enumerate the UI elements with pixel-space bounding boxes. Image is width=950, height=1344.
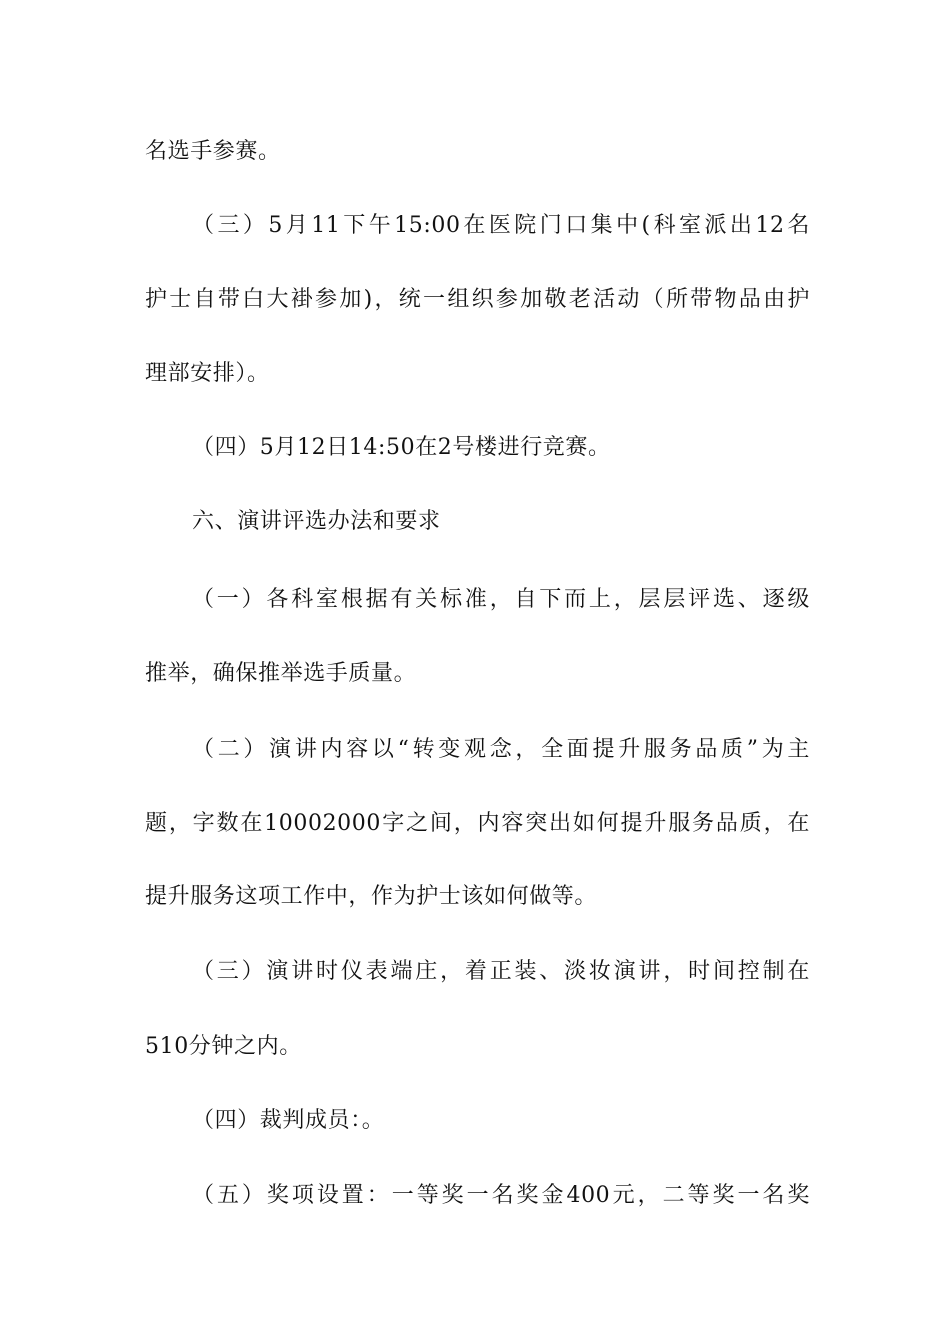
text-line-10: 题，字数在10002000字之间，内容突出如何提升服务品质，在	[145, 811, 810, 836]
text-line-4: 理部安排）。	[145, 361, 270, 386]
text-line-8: 推举，确保推举选手质量。	[145, 661, 417, 686]
section-heading: 六、演讲评选办法和要求	[192, 509, 441, 534]
text-line-5: （四）5月12日14:50在2号楼进行竞赛。	[192, 435, 611, 460]
text-line-9: （二）演讲内容以“转变观念，全面提升服务品质”为主	[192, 737, 810, 762]
text-line-12: （三）演讲时仪表端庄，着正装、淡妆演讲，时间控制在	[192, 959, 810, 984]
text-line-14: （四）裁判成员：。	[192, 1108, 385, 1133]
text-line-3: 护士自带白大褂参加)，统一组织参加敬老活动（所带物品由护	[145, 287, 810, 312]
text-line-15: （五）奖项设置：一等奖一名奖金400元，二等奖一名奖	[192, 1183, 810, 1208]
text-line-7: （一）各科室根据有关标准，自下而上，层层评选、逐级	[192, 587, 810, 612]
text-line-1: 名选手参赛。	[145, 139, 281, 164]
text-line-13: 510分钟之内。	[145, 1034, 302, 1059]
text-line-11: 提升服务这项工作中，作为护士该如何做等。	[145, 884, 598, 909]
text-line-2: （三）5月11下午15:00在医院门口集中(科室派出12名	[192, 213, 810, 238]
